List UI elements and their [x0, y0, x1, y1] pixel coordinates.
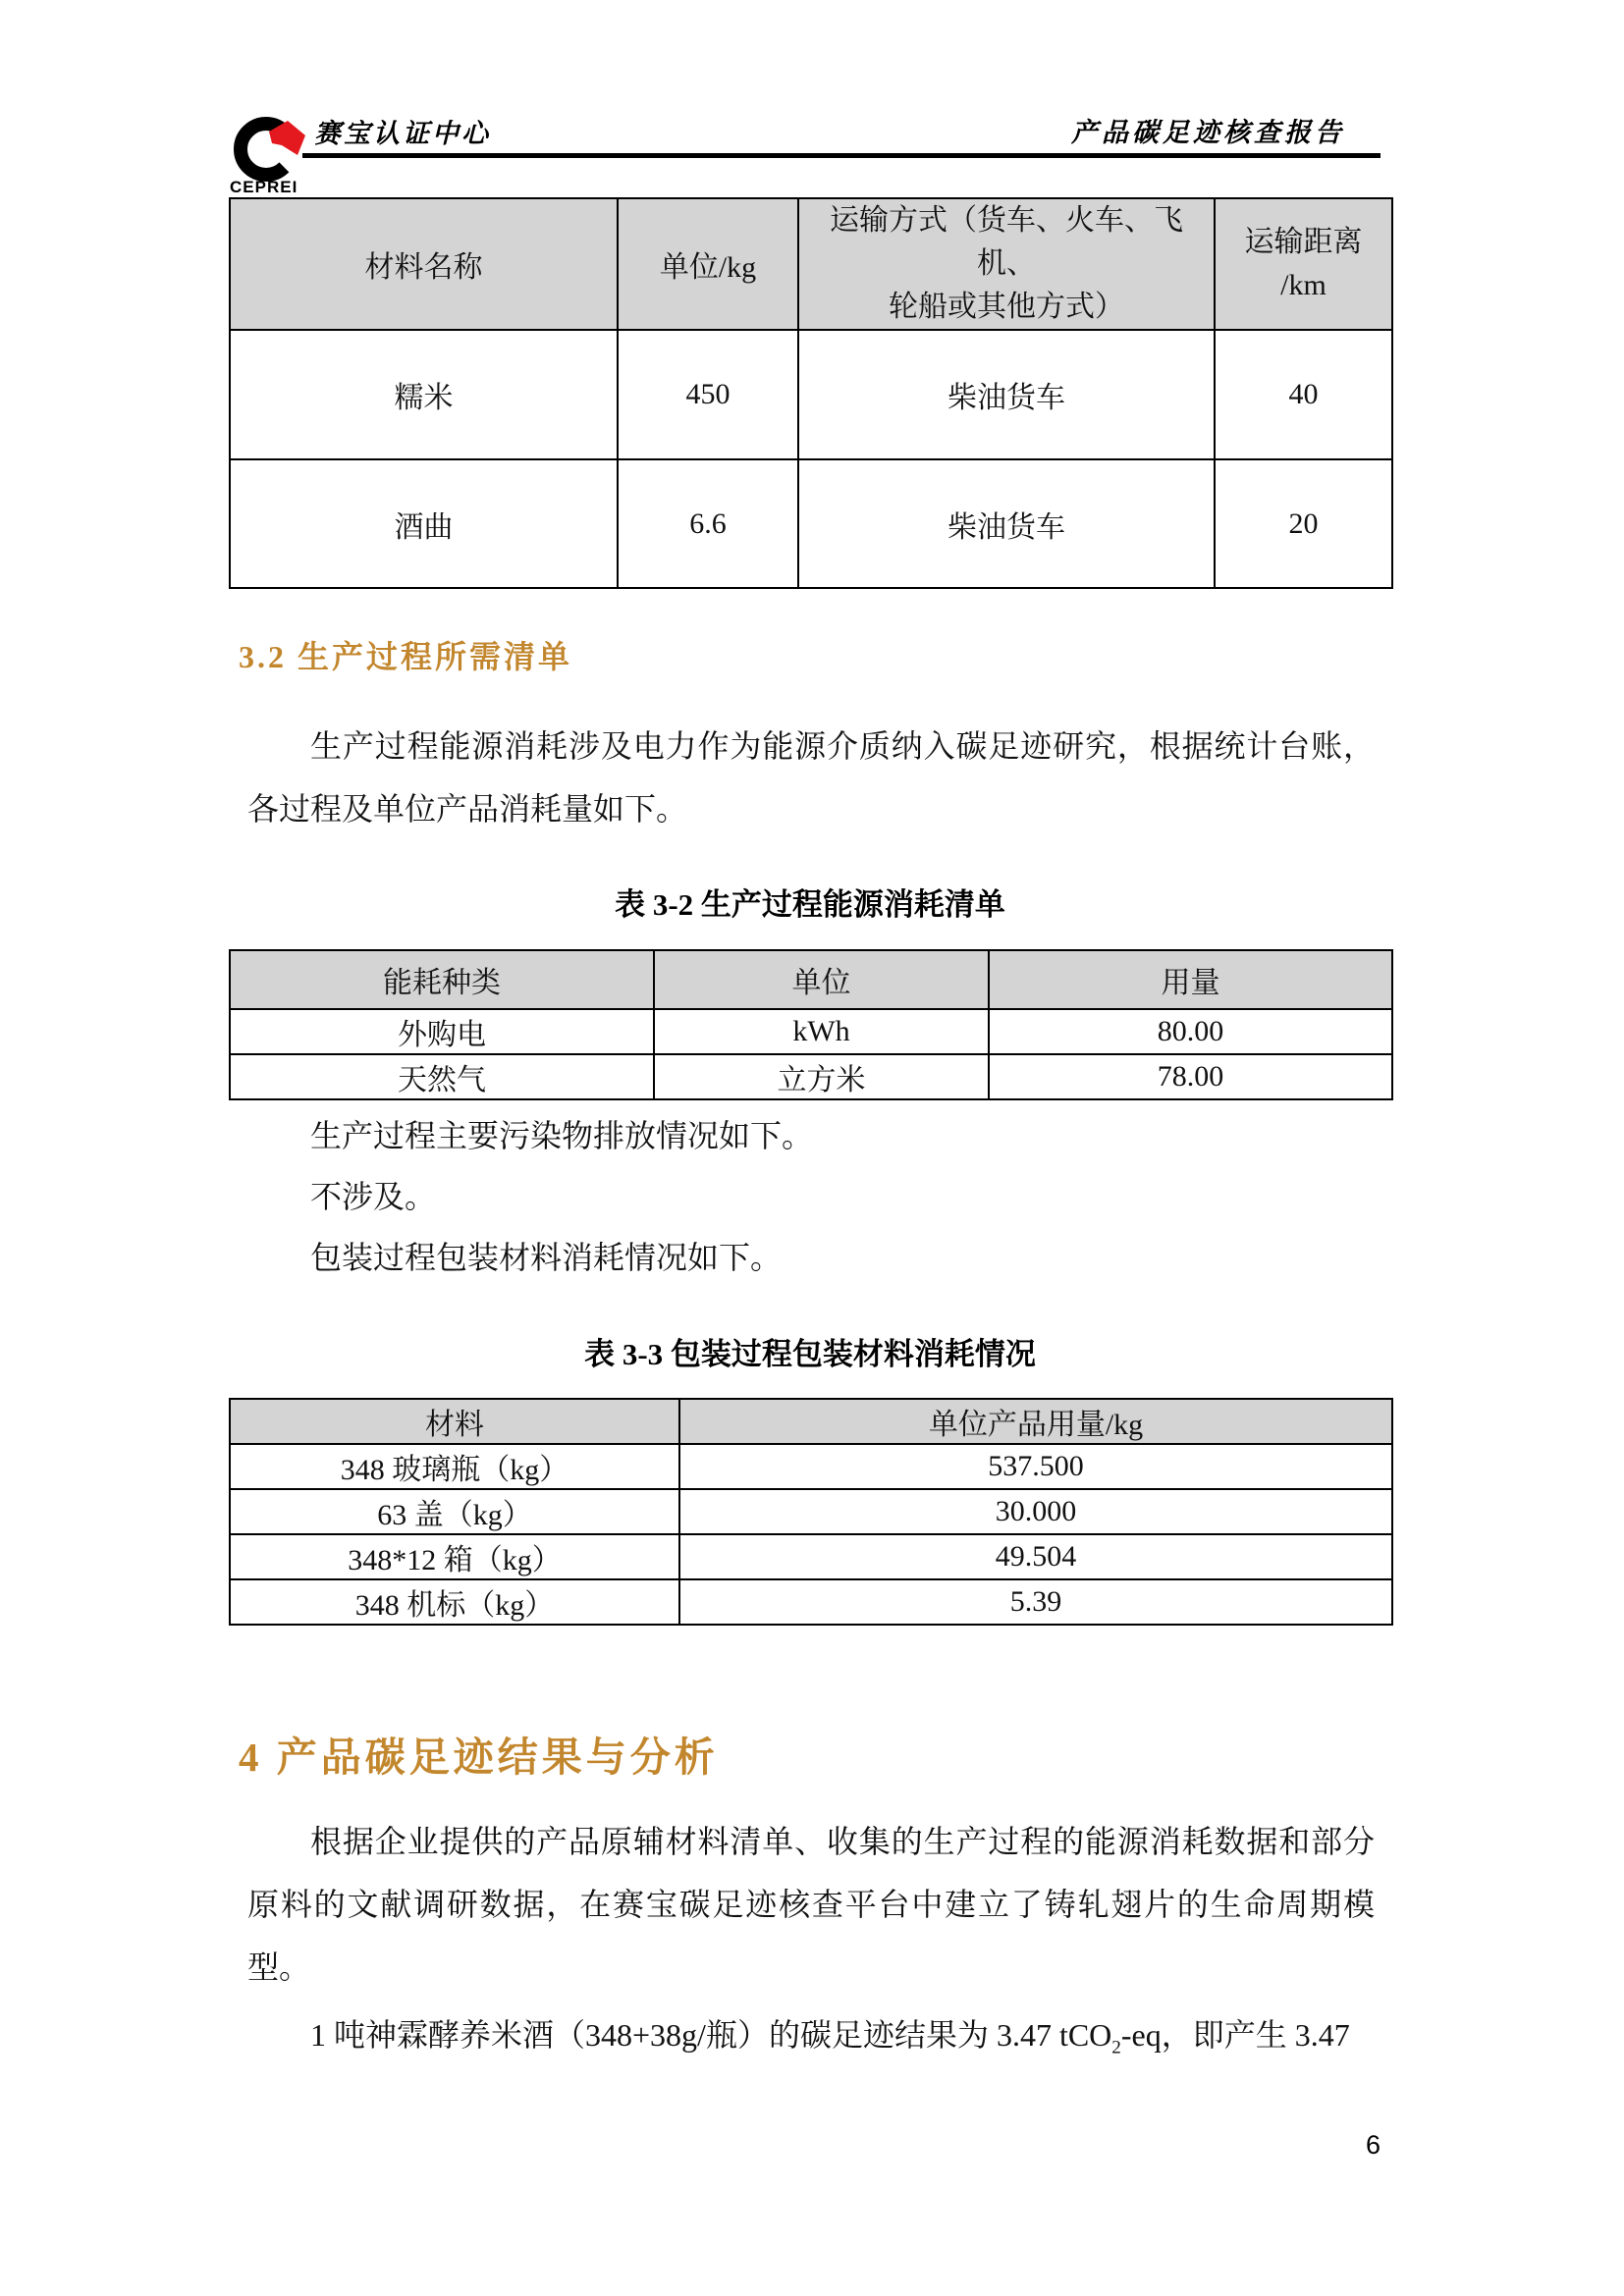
note-not-involved: 不涉及。 — [310, 1179, 437, 1214]
logo-caption: CEPREI — [230, 178, 298, 196]
table-header-row — [230, 1399, 1392, 1444]
co2-subscript: 2 — [1111, 2037, 1121, 2058]
cell-material: 348 机标（kg） — [230, 1579, 679, 1625]
col-header-amount: 用量 — [989, 950, 1392, 1009]
section-heading-4: 4 产品碳足迹结果与分析 — [239, 1735, 719, 1780]
section-heading-3-2: 3.2 生产过程所需清单 — [239, 639, 573, 674]
table-3-3-caption: 表 3-3 包装过程包装材料消耗情况 — [584, 1337, 1036, 1371]
table-row — [230, 1444, 1392, 1489]
paragraph-model-building: 根据企业提供的产品原辅材料清单、收集的生产过程的能源消耗数据和部分原料的文献调研数据，在赛宝碳足迹核查平台中建立了铸轧翅片的生命周期模型。 — [247, 1824, 1375, 1985]
table-row — [230, 1534, 1392, 1579]
cell-distance: 20 — [1215, 459, 1392, 588]
cell-distance: 40 — [1215, 330, 1392, 459]
cell-transport: 柴油货车 — [798, 330, 1215, 459]
table-row — [230, 459, 1392, 588]
material-transport-table — [229, 197, 1393, 589]
col-header-transport-distance — [1215, 198, 1392, 330]
paragraph-energy-intro: 生产过程能源消耗涉及电力作为能源介质纳入碳足迹研究，根据统计台账，各过程及单位产品消耗量如下。 — [247, 728, 1375, 827]
cell-material: 酒曲 — [230, 459, 618, 588]
table-3-2-caption: 表 3-2 生产过程能源消耗清单 — [615, 887, 1005, 922]
cell-material: 63 盖（kg） — [230, 1489, 679, 1534]
cell-usage: 30.000 — [679, 1489, 1392, 1534]
cell-material: 348*12 箱（kg） — [230, 1534, 679, 1579]
cell-material: 糯米 — [230, 330, 618, 459]
table-row — [230, 1054, 1392, 1099]
header-line: 运输距离 — [1244, 226, 1363, 258]
col-header-material: 材料 — [230, 1399, 679, 1444]
col-header-unit-kg: 单位/kg — [618, 198, 798, 330]
cell-usage: 49.504 — [679, 1534, 1392, 1579]
cell-energy-type: 外购电 — [230, 1009, 654, 1054]
table-header-row — [230, 198, 1392, 330]
cell-unit: kWh — [654, 1009, 989, 1054]
cell-material: 348 玻璃瓶（kg） — [230, 1444, 679, 1489]
cell-transport: 柴油货车 — [798, 459, 1215, 588]
col-header-energy-type: 能耗种类 — [230, 950, 654, 1009]
energy-consumption-table — [229, 949, 1393, 1100]
table-row — [230, 1579, 1392, 1625]
header-org-title: 赛宝认证中心 — [314, 119, 491, 148]
header-rule — [302, 153, 1380, 158]
notes-block — [247, 1105, 1375, 1288]
cell-amount: 80.00 — [989, 1009, 1392, 1054]
cell-energy-type: 天然气 — [230, 1054, 654, 1099]
cell-unit: 立方米 — [654, 1054, 989, 1099]
cell-usage: 5.39 — [679, 1579, 1392, 1625]
cell-amount: 450 — [618, 330, 798, 459]
table-header-row — [230, 950, 1392, 1009]
result-text-post: -eq，即产生 3.47 — [1120, 2017, 1350, 2053]
header-line: 轮船或其他方式） — [889, 291, 1124, 323]
col-header-unit: 单位 — [654, 950, 989, 1009]
table-row — [230, 330, 1392, 459]
paragraph-carbon-result — [247, 2003, 1375, 2079]
packaging-material-table — [229, 1398, 1393, 1626]
header-line: /km — [1280, 269, 1326, 301]
col-header-usage-per-unit: 单位产品用量/kg — [679, 1399, 1392, 1444]
col-header-transport-mode — [798, 198, 1215, 330]
cell-usage: 537.500 — [679, 1444, 1392, 1489]
header-report-title: 产品碳足迹核查报告 — [1071, 118, 1345, 147]
page-number: 6 — [1365, 2130, 1380, 2160]
note-packaging: 包装过程包装材料消耗情况如下。 — [310, 1240, 783, 1275]
cell-amount: 6.6 — [618, 459, 798, 588]
table-row — [230, 1009, 1392, 1054]
note-pollutant: 生产过程主要污染物排放情况如下。 — [310, 1118, 814, 1153]
ceprei-logo-icon — [233, 110, 305, 183]
table-row — [230, 1489, 1392, 1534]
col-header-material-name: 材料名称 — [230, 198, 618, 330]
cell-amount: 78.00 — [989, 1054, 1392, 1099]
header-line: 运输方式（货车、火车、飞机、 — [830, 204, 1183, 280]
result-text-pre: 1 吨神霖酵养米酒（348+38g/瓶）的碳足迹结果为 3.47 tCO — [310, 2017, 1112, 2053]
